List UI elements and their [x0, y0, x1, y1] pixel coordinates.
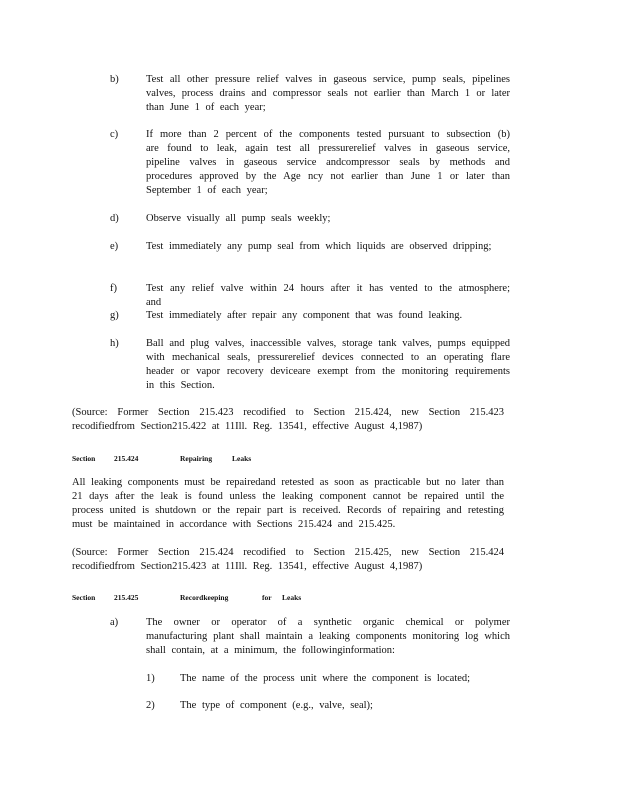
- list-item-h: [110, 337, 510, 393]
- section-title: Leaks: [232, 454, 252, 463]
- item-label: h): [110, 338, 119, 349]
- source-note: (Source: Former Section 215.423 recodified to Section 215.424, new Section 215.423 recodifiedfrom Section215.422 at 11Ill. Reg. 13541, effective August 4,1987): [72, 407, 504, 432]
- section-word: Section: [72, 454, 96, 463]
- list-item-c: [110, 128, 510, 198]
- list-item-f: [110, 282, 510, 310]
- section-title: Leaks: [282, 593, 302, 602]
- sub-item-1: [146, 672, 506, 686]
- list-item-a: [110, 616, 510, 658]
- source-note: (Source: Former Section 215.424 recodified to Section 215.425, new Section 215.424 recodifiedfrom Section215.423 at 11Ill. Reg. 13541, effective August 4,1987): [72, 547, 504, 572]
- item-text: Ball and plug valves, inaccessible valves, storage tank valves, pumps equipped with mechanical seals, pressurerelief devices connected to an operating flare header or vapor recovery deviceare exempt from the monitoring requirements in this Section.: [146, 338, 510, 391]
- list-item-g: [110, 309, 510, 323]
- item-label: g): [110, 310, 119, 321]
- item-label: 1): [146, 673, 155, 684]
- item-label: b): [110, 74, 119, 85]
- list-item-e: [110, 240, 510, 254]
- item-text: The name of the process unit where the component is located;: [180, 673, 471, 684]
- item-text: Observe visually all pump seals weekly;: [146, 213, 331, 224]
- body-paragraph: All leaking components must be repairedand retested as soon as practicable but no later than 21 days after the leak is found unless the leaking component cannot be repaired until the process united is shutdown or the repair part is received. Records of repairing and retesting must be maintained in accordance with Sections 215.424 and 215.425.: [72, 477, 504, 530]
- item-text: The owner or operator of a synthetic organic chemical or polymer manufacturing plant shall maintain a leaking components monitoring log which shall contain, at a minimum, the followinginformation:: [146, 617, 510, 656]
- item-label: c): [110, 129, 119, 140]
- list-item-d: [110, 212, 510, 226]
- item-text: If more than 2 percent of the components tested pursuant to subsection (b) are found to leak, again test all pressurerelief valves in gaseous service, pipeline valves in gaseous service andcompressor seals by methods and procedures approved by the Age ncy not earlier than June 1 or later than September 1 of each year;: [146, 129, 510, 196]
- item-text: The type of component (e.g., valve, seal);: [180, 700, 373, 711]
- section-title: Repairing: [180, 454, 213, 463]
- item-text: Test immediately after repair any component that was found leaking.: [146, 310, 463, 321]
- list-item-b: [110, 73, 510, 115]
- item-text: Test all other pressure relief valves in gaseous service, pump seals, pipelines valves, process drains and compressor seals not earlier than March 1 or later than June 1 of each year;: [146, 74, 510, 113]
- item-label: f): [110, 283, 117, 294]
- section-title: Recordkeeping: [180, 593, 229, 602]
- item-label: d): [110, 213, 119, 224]
- item-text: Test immediately any pump seal from which liquids are observed dripping;: [146, 241, 492, 252]
- item-label: a): [110, 617, 119, 628]
- item-label: e): [110, 241, 119, 252]
- section-number: 215.425: [114, 593, 139, 602]
- sub-item-2: [146, 699, 506, 713]
- section-number: 215.424: [114, 454, 139, 463]
- section-title: for: [262, 593, 272, 602]
- section-word: Section: [72, 593, 96, 602]
- item-label: 2): [146, 700, 155, 711]
- item-text: Test any relief valve within 24 hours after it has vented to the atmosphere; and: [146, 283, 510, 308]
